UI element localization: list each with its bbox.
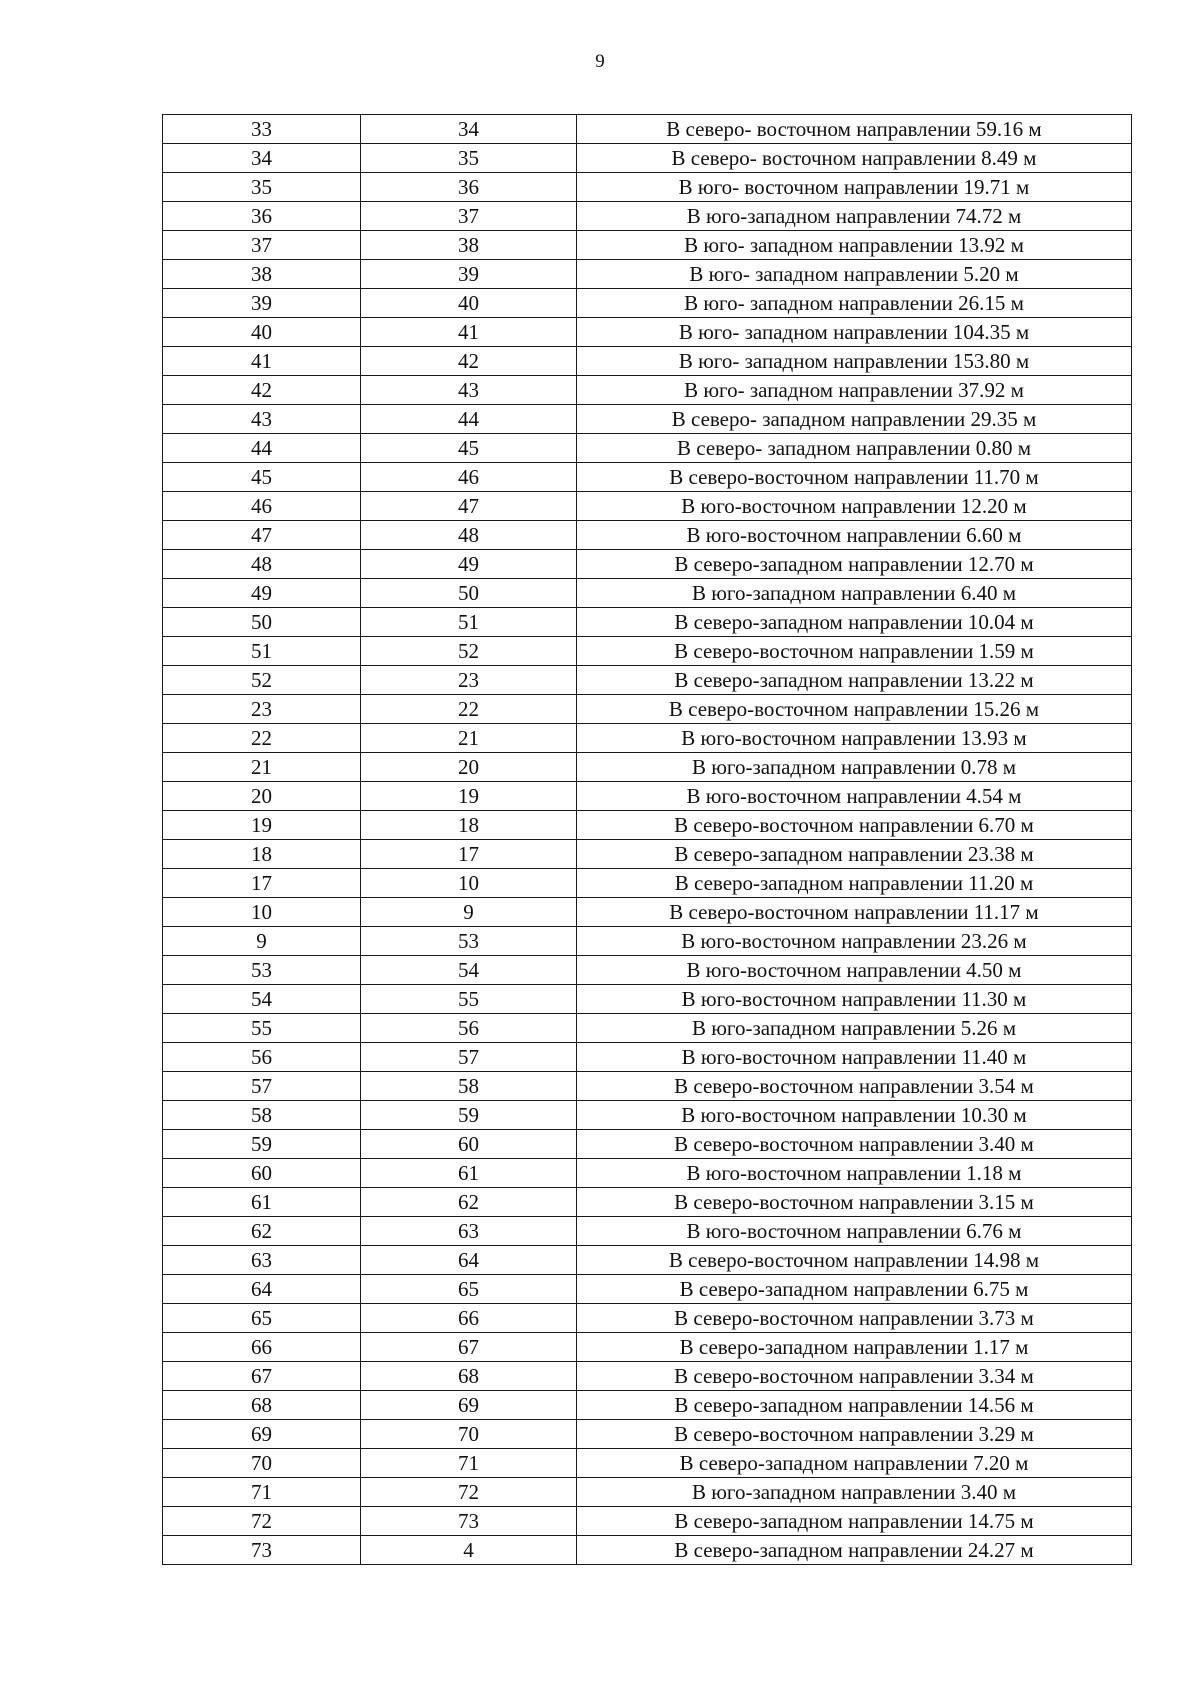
table-row [163, 898, 1132, 927]
point-to-cell: 54 [361, 956, 577, 985]
direction-distance-cell: В юго- восточном направлении 19.71 м [577, 173, 1132, 202]
point-to-cell: 70 [361, 1420, 577, 1449]
direction-distance-cell: В юго- западном направлении 153.80 м [577, 347, 1132, 376]
point-to-cell: 51 [361, 608, 577, 637]
table-row [163, 405, 1132, 434]
direction-distance-cell: В северо-западном направлении 23.38 м [577, 840, 1132, 869]
point-to-cell: 43 [361, 376, 577, 405]
table-row [163, 202, 1132, 231]
table-row [163, 927, 1132, 956]
direction-distance-cell: В юго- западном направлении 104.35 м [577, 318, 1132, 347]
point-to-cell: 37 [361, 202, 577, 231]
direction-distance-cell: В юго- западном направлении 26.15 м [577, 289, 1132, 318]
point-to-cell: 71 [361, 1449, 577, 1478]
point-to-cell: 65 [361, 1275, 577, 1304]
table-row [163, 521, 1132, 550]
direction-distance-cell: В юго-восточном направлении 4.54 м [577, 782, 1132, 811]
table-row [163, 1333, 1132, 1362]
point-to-cell: 41 [361, 318, 577, 347]
point-to-cell: 48 [361, 521, 577, 550]
direction-distance-cell: В юго-восточном направлении 6.76 м [577, 1217, 1132, 1246]
table-row [163, 318, 1132, 347]
point-to-cell: 69 [361, 1391, 577, 1420]
direction-distance-cell: В юго-западном направлении 74.72 м [577, 202, 1132, 231]
point-to-cell: 57 [361, 1043, 577, 1072]
table-row [163, 1159, 1132, 1188]
point-from-cell: 20 [163, 782, 361, 811]
point-from-cell: 66 [163, 1333, 361, 1362]
table-row [163, 985, 1132, 1014]
point-from-cell: 23 [163, 695, 361, 724]
point-from-cell: 58 [163, 1101, 361, 1130]
direction-distance-cell: В северо- западном направлении 0.80 м [577, 434, 1132, 463]
point-from-cell: 41 [163, 347, 361, 376]
table-body [163, 115, 1132, 1565]
table-row [163, 724, 1132, 753]
point-from-cell: 63 [163, 1246, 361, 1275]
point-from-cell: 49 [163, 579, 361, 608]
direction-distance-cell: В северо-восточном направлении 3.15 м [577, 1188, 1132, 1217]
point-from-cell: 43 [163, 405, 361, 434]
point-from-cell: 19 [163, 811, 361, 840]
direction-distance-cell: В северо-восточном направлении 11.70 м [577, 463, 1132, 492]
direction-distance-cell: В северо- восточном направлении 8.49 м [577, 144, 1132, 173]
table-row [163, 1275, 1132, 1304]
point-from-cell: 10 [163, 898, 361, 927]
direction-distance-cell: В северо- восточном направлении 59.16 м [577, 115, 1132, 144]
table-row [163, 376, 1132, 405]
direction-distance-cell: В северо-восточном направлении 3.34 м [577, 1362, 1132, 1391]
point-to-cell: 58 [361, 1072, 577, 1101]
point-to-cell: 59 [361, 1101, 577, 1130]
table-row [163, 1101, 1132, 1130]
direction-distance-cell: В северо-западном направлении 12.70 м [577, 550, 1132, 579]
direction-distance-cell: В северо-восточном направлении 6.70 м [577, 811, 1132, 840]
point-from-cell: 70 [163, 1449, 361, 1478]
direction-distance-cell: В северо-западном направлении 7.20 м [577, 1449, 1132, 1478]
direction-distance-cell: В юго-восточном направлении 23.26 м [577, 927, 1132, 956]
point-from-cell: 50 [163, 608, 361, 637]
point-from-cell: 34 [163, 144, 361, 173]
page-number: 9 [595, 51, 605, 72]
point-from-cell: 44 [163, 434, 361, 463]
point-to-cell: 42 [361, 347, 577, 376]
table-row [163, 811, 1132, 840]
point-to-cell: 23 [361, 666, 577, 695]
table-row [163, 695, 1132, 724]
table-row [163, 434, 1132, 463]
point-to-cell: 19 [361, 782, 577, 811]
direction-distance-cell: В северо-восточном направлении 1.59 м [577, 637, 1132, 666]
direction-distance-cell: В северо-восточном направлении 11.17 м [577, 898, 1132, 927]
point-to-cell: 68 [361, 1362, 577, 1391]
point-to-cell: 66 [361, 1304, 577, 1333]
point-from-cell: 60 [163, 1159, 361, 1188]
point-from-cell: 47 [163, 521, 361, 550]
table-row [163, 753, 1132, 782]
point-from-cell: 51 [163, 637, 361, 666]
point-to-cell: 20 [361, 753, 577, 782]
point-to-cell: 73 [361, 1507, 577, 1536]
direction-distance-cell: В юго-восточном направлении 11.40 м [577, 1043, 1132, 1072]
point-from-cell: 65 [163, 1304, 361, 1333]
direction-distance-cell: В северо-восточном направлении 3.54 м [577, 1072, 1132, 1101]
table-row [163, 1420, 1132, 1449]
table-row [163, 1217, 1132, 1246]
direction-distance-cell: В северо-западном направлении 13.22 м [577, 666, 1132, 695]
table-row [163, 608, 1132, 637]
table-row [163, 347, 1132, 376]
table-row [163, 956, 1132, 985]
point-to-cell: 50 [361, 579, 577, 608]
point-to-cell: 21 [361, 724, 577, 753]
point-to-cell: 36 [361, 173, 577, 202]
point-from-cell: 38 [163, 260, 361, 289]
point-from-cell: 52 [163, 666, 361, 695]
point-to-cell: 39 [361, 260, 577, 289]
point-to-cell: 17 [361, 840, 577, 869]
point-to-cell: 47 [361, 492, 577, 521]
point-to-cell: 64 [361, 1246, 577, 1275]
table-row [163, 231, 1132, 260]
direction-distance-cell: В юго-западном направлении 3.40 м [577, 1478, 1132, 1507]
point-to-cell: 45 [361, 434, 577, 463]
table-row [163, 666, 1132, 695]
point-to-cell: 38 [361, 231, 577, 260]
direction-distance-cell: В юго- западном направлении 13.92 м [577, 231, 1132, 260]
point-from-cell: 17 [163, 869, 361, 898]
point-from-cell: 72 [163, 1507, 361, 1536]
table-row [163, 289, 1132, 318]
direction-distance-cell: В юго-восточном направлении 4.50 м [577, 956, 1132, 985]
direction-distance-cell: В северо-восточном направлении 15.26 м [577, 695, 1132, 724]
point-from-cell: 67 [163, 1362, 361, 1391]
table-row [163, 173, 1132, 202]
table-row [163, 1072, 1132, 1101]
table-row [163, 869, 1132, 898]
point-to-cell: 67 [361, 1333, 577, 1362]
direction-distance-cell: В юго- западном направлении 37.92 м [577, 376, 1132, 405]
point-from-cell: 9 [163, 927, 361, 956]
point-to-cell: 60 [361, 1130, 577, 1159]
point-from-cell: 69 [163, 1420, 361, 1449]
point-to-cell: 53 [361, 927, 577, 956]
point-from-cell: 18 [163, 840, 361, 869]
point-from-cell: 22 [163, 724, 361, 753]
point-to-cell: 56 [361, 1014, 577, 1043]
point-from-cell: 71 [163, 1478, 361, 1507]
table-row [163, 144, 1132, 173]
table-row [163, 1246, 1132, 1275]
point-from-cell: 59 [163, 1130, 361, 1159]
table-row [163, 579, 1132, 608]
table-row [163, 1449, 1132, 1478]
point-from-cell: 62 [163, 1217, 361, 1246]
table-row [163, 492, 1132, 521]
point-from-cell: 64 [163, 1275, 361, 1304]
point-to-cell: 62 [361, 1188, 577, 1217]
direction-distance-cell: В юго-восточном направлении 6.60 м [577, 521, 1132, 550]
direction-distance-cell: В северо-западном направлении 14.75 м [577, 1507, 1132, 1536]
point-to-cell: 10 [361, 869, 577, 898]
direction-distance-cell: В юго-восточном направлении 10.30 м [577, 1101, 1132, 1130]
point-from-cell: 55 [163, 1014, 361, 1043]
point-to-cell: 61 [361, 1159, 577, 1188]
point-from-cell: 56 [163, 1043, 361, 1072]
direction-distance-cell: В северо-восточном направлении 3.73 м [577, 1304, 1132, 1333]
point-to-cell: 72 [361, 1478, 577, 1507]
table-row [163, 840, 1132, 869]
table-row [163, 1536, 1132, 1565]
boundary-segments-table [162, 114, 1132, 1565]
table-row [163, 1188, 1132, 1217]
direction-distance-cell: В юго-восточном направлении 12.20 м [577, 492, 1132, 521]
point-to-cell: 4 [361, 1536, 577, 1565]
point-to-cell: 49 [361, 550, 577, 579]
point-from-cell: 39 [163, 289, 361, 318]
point-from-cell: 45 [163, 463, 361, 492]
direction-distance-cell: В северо-западном направлении 10.04 м [577, 608, 1132, 637]
table-row [163, 1391, 1132, 1420]
point-to-cell: 44 [361, 405, 577, 434]
table-row [163, 782, 1132, 811]
point-from-cell: 40 [163, 318, 361, 347]
point-from-cell: 42 [163, 376, 361, 405]
direction-distance-cell: В северо-восточном направлении 3.29 м [577, 1420, 1132, 1449]
point-from-cell: 35 [163, 173, 361, 202]
point-to-cell: 46 [361, 463, 577, 492]
direction-distance-cell: В северо-восточном направлении 3.40 м [577, 1130, 1132, 1159]
table-row [163, 1362, 1132, 1391]
point-to-cell: 22 [361, 695, 577, 724]
direction-distance-cell: В юго-восточном направлении 13.93 м [577, 724, 1132, 753]
point-to-cell: 63 [361, 1217, 577, 1246]
direction-distance-cell: В юго-западном направлении 0.78 м [577, 753, 1132, 782]
table-row [163, 260, 1132, 289]
table-row [163, 1043, 1132, 1072]
point-to-cell: 52 [361, 637, 577, 666]
point-from-cell: 57 [163, 1072, 361, 1101]
table-row [163, 1507, 1132, 1536]
direction-distance-cell: В северо-западном направлении 14.56 м [577, 1391, 1132, 1420]
direction-distance-cell: В северо-западном направлении 11.20 м [577, 869, 1132, 898]
point-from-cell: 61 [163, 1188, 361, 1217]
direction-distance-cell: В северо-западном направлении 24.27 м [577, 1536, 1132, 1565]
point-from-cell: 21 [163, 753, 361, 782]
point-to-cell: 18 [361, 811, 577, 840]
point-from-cell: 48 [163, 550, 361, 579]
point-to-cell: 55 [361, 985, 577, 1014]
direction-distance-cell: В юго-восточном направлении 1.18 м [577, 1159, 1132, 1188]
direction-distance-cell: В юго-западном направлении 6.40 м [577, 579, 1132, 608]
point-from-cell: 37 [163, 231, 361, 260]
table-row [163, 1304, 1132, 1333]
point-to-cell: 9 [361, 898, 577, 927]
direction-distance-cell: В юго- западном направлении 5.20 м [577, 260, 1132, 289]
point-to-cell: 35 [361, 144, 577, 173]
point-from-cell: 73 [163, 1536, 361, 1565]
table-row [163, 1014, 1132, 1043]
table-row [163, 1478, 1132, 1507]
point-from-cell: 36 [163, 202, 361, 231]
direction-distance-cell: В северо-западном направлении 1.17 м [577, 1333, 1132, 1362]
table-row [163, 637, 1132, 666]
point-to-cell: 40 [361, 289, 577, 318]
point-from-cell: 68 [163, 1391, 361, 1420]
direction-distance-cell: В северо-восточном направлении 14.98 м [577, 1246, 1132, 1275]
direction-distance-cell: В северо-западном направлении 6.75 м [577, 1275, 1132, 1304]
point-from-cell: 33 [163, 115, 361, 144]
direction-distance-cell: В юго-восточном направлении 11.30 м [577, 985, 1132, 1014]
direction-distance-cell: В северо- западном направлении 29.35 м [577, 405, 1132, 434]
table-row [163, 1130, 1132, 1159]
table-row [163, 463, 1132, 492]
point-to-cell: 34 [361, 115, 577, 144]
point-from-cell: 53 [163, 956, 361, 985]
direction-distance-cell: В юго-западном направлении 5.26 м [577, 1014, 1132, 1043]
point-from-cell: 46 [163, 492, 361, 521]
point-from-cell: 54 [163, 985, 361, 1014]
table-row [163, 550, 1132, 579]
table-row [163, 115, 1132, 144]
